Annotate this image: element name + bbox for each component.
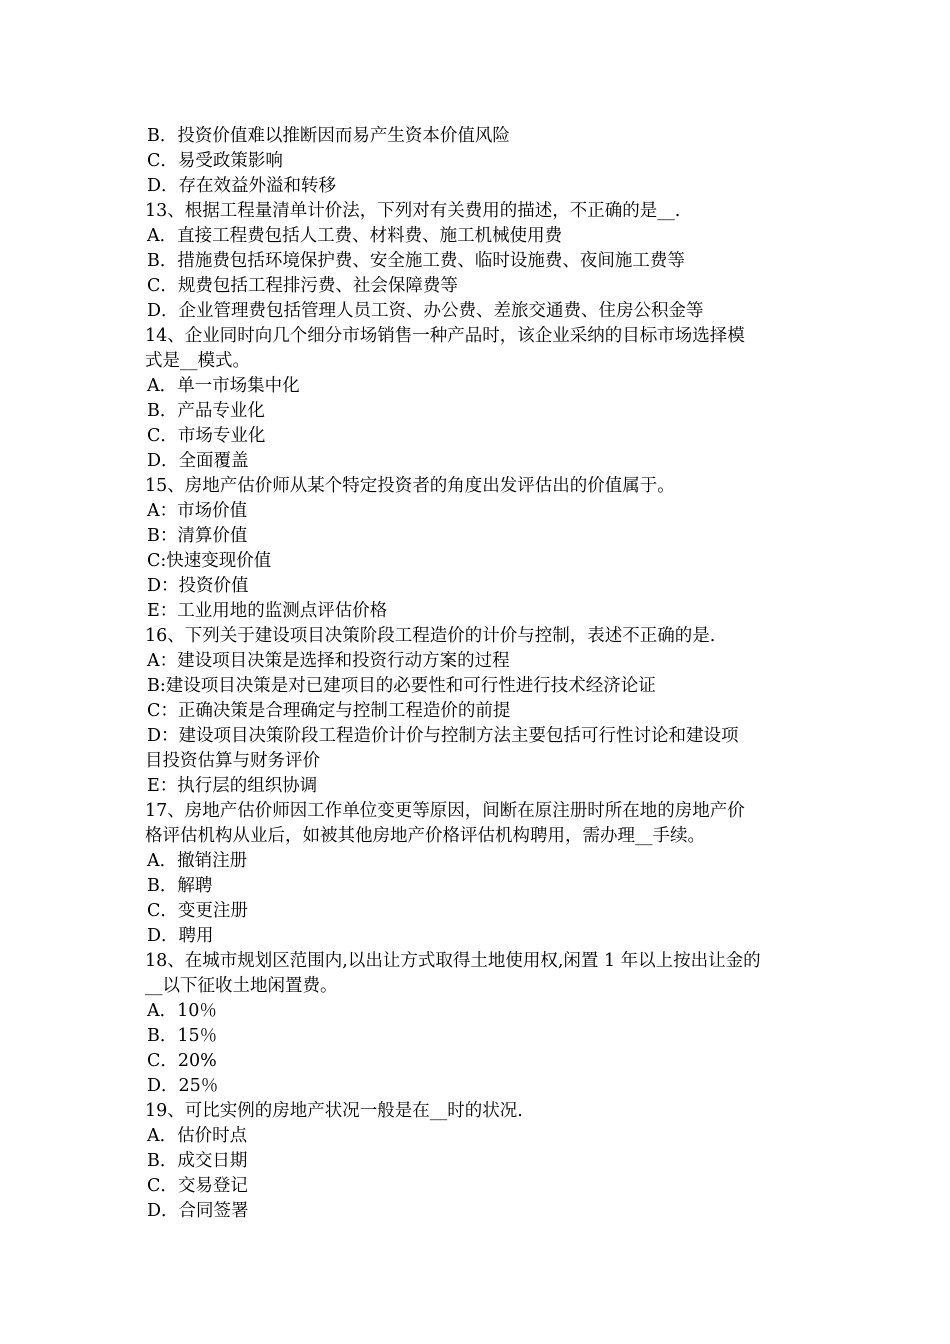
option-line: D．25％ xyxy=(147,1076,219,1096)
document-body xyxy=(145,124,815,1224)
option-line: A．估价时点 xyxy=(147,1126,248,1146)
question-line: 18、在城市规划区范围内,以出让方式取得土地使用权,闲置 1 年以上按出让金的 xyxy=(145,951,761,971)
option-line: D．企业管理费包括管理人员工资、办公费、差旅交通费、住房公积金等 xyxy=(147,301,704,321)
option-line: D．全面覆盖 xyxy=(147,451,249,471)
option-line: C．市场专业化 xyxy=(147,426,266,446)
question-line: 19、可比实例的房地产状况一般是在__时的状况. xyxy=(145,1101,523,1121)
option-line: B．解聘 xyxy=(147,876,213,896)
question-line: 16、下列关于建设项目决策阶段工程造价的计价与控制，表述不正确的是. xyxy=(145,626,716,646)
question-continuation-line: 格评估机构从业后，如被其他房地产价格评估机构聘用，需办理__手续。 xyxy=(145,826,705,846)
option-line: B．成交日期 xyxy=(147,1151,248,1171)
option-line: A．直接工程费包括人工费、材料费、施工机械使用费 xyxy=(147,226,563,246)
option-line: C．20% xyxy=(147,1051,217,1071)
option-line: D．合同签署 xyxy=(147,1201,249,1221)
question-continuation-line: __以下征收土地闲置费。 xyxy=(145,976,338,996)
option-line: A．单一市场集中化 xyxy=(147,376,300,396)
option-line: B．投资价值难以推断因而易产生资本价值风险 xyxy=(147,126,510,146)
question-line: 17、房地产估价师因工作单位变更等原因，间断在原注册时所在地的房地产价 xyxy=(145,801,745,821)
option-line: C．规费包括工程排污费、社会保障费等 xyxy=(147,276,458,296)
option-line: C:快速变现价值 xyxy=(147,551,272,571)
option-line: A：建设项目决策是选择和投资行动方案的过程 xyxy=(147,651,510,671)
option-line: C：正确决策是合理确定与控制工程造价的前提 xyxy=(147,701,511,721)
question-line: 15、房地产估价师从某个特定投资者的角度出发评估出的价值属于。 xyxy=(145,476,675,496)
question-line: 14、企业同时向几个细分市场销售一种产品时，该企业采纳的目标市场选择模 xyxy=(145,326,745,346)
question-line: 13、根据工程量清单计价法，下列对有关费用的描述，不正确的是__. xyxy=(145,201,681,221)
option-line: E：工业用地的监测点评估价格 xyxy=(147,601,388,621)
option-line: B．产品专业化 xyxy=(147,401,265,421)
option-line: C．变更注册 xyxy=(147,901,248,921)
option-line: C．交易登记 xyxy=(147,1176,248,1196)
option-line: A．撤销注册 xyxy=(147,851,248,871)
option-line: A．10％ xyxy=(147,1001,217,1021)
option-line: B:建设项目决策是对已建项目的必要性和可行性进行技术经济论证 xyxy=(147,676,656,696)
option-line: E：执行层的组织协调 xyxy=(147,776,318,796)
question-continuation-line: 式是__模式。 xyxy=(145,351,250,371)
option-line: B．15％ xyxy=(147,1026,218,1046)
question-continuation-line: 目投资估算与财务评价 xyxy=(145,751,320,771)
option-line: A：市场价值 xyxy=(147,501,248,521)
option-line: C．易受政策影响 xyxy=(147,151,283,171)
option-line: D：投资价值 xyxy=(147,576,249,596)
option-line: B：清算价值 xyxy=(147,526,248,546)
option-line: D：建设项目决策阶段工程造价计价与控制方法主要包括可行性讨论和建设项 xyxy=(147,726,739,746)
option-line: D．存在效益外溢和转移 xyxy=(147,176,337,196)
option-line: B．措施费包括环境保护费、安全施工费、临时设施费、夜间施工费等 xyxy=(147,251,685,271)
option-line: D．聘用 xyxy=(147,926,214,946)
